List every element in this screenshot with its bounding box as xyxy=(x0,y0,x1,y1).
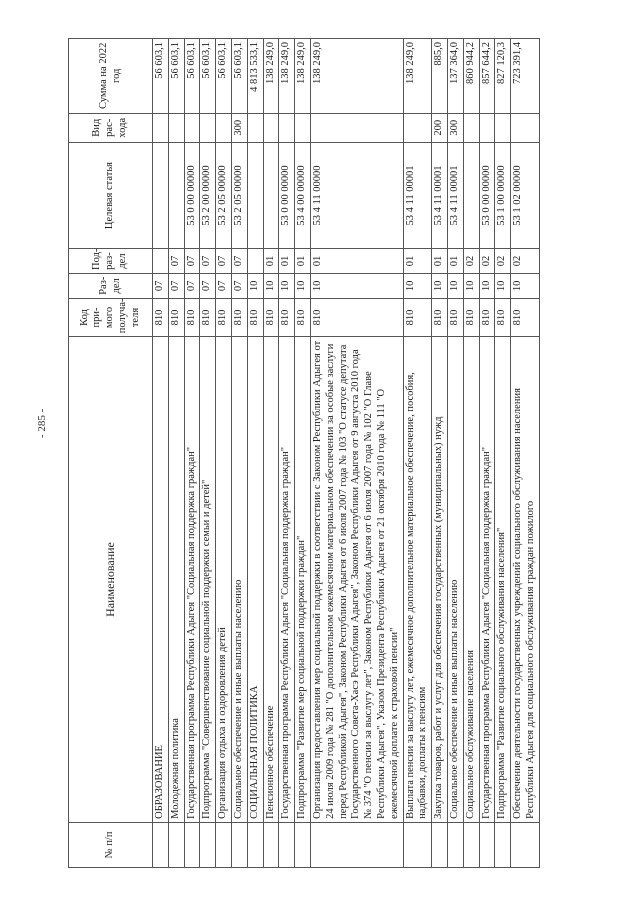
row-sum: 56 603,1 xyxy=(216,39,232,114)
row-code: 810 xyxy=(295,298,311,336)
row-name: Пенсионное обеспечение xyxy=(263,337,279,823)
row-sum: 138 249,0 xyxy=(279,39,295,114)
row-sum: 138 249,0 xyxy=(295,39,311,114)
rotated-page xyxy=(68,38,600,868)
row-podrazdel: 02 xyxy=(511,249,540,274)
row-sum: 827 120,3 xyxy=(495,39,511,114)
row-vr xyxy=(310,113,403,142)
row-vr: 300 xyxy=(447,113,463,142)
row-podrazdel: 07 xyxy=(184,249,200,274)
row-cs xyxy=(168,142,184,248)
row-sum: 4 813 533,1 xyxy=(247,39,263,114)
row-podrazdel: 07 xyxy=(200,249,216,274)
row-podrazdel: 01 xyxy=(279,249,295,274)
row-podrazdel: 01 xyxy=(403,249,432,274)
row-razdel: 07 xyxy=(231,273,247,298)
row-name: Закупка товаров, работ и услуг для обеспечения государственных (муниципальных) нужд xyxy=(432,337,448,823)
table-row xyxy=(511,39,540,868)
row-code: 810 xyxy=(247,298,263,336)
row-vr xyxy=(479,113,495,142)
table-body xyxy=(153,39,540,868)
row-podrazdel: 02 xyxy=(495,249,511,274)
table-header-row xyxy=(69,39,153,868)
row-code: 810 xyxy=(447,298,463,336)
row-vr xyxy=(216,113,232,142)
row-name: Подпрограмма "Развитие социального обслуживания населения" xyxy=(495,337,511,823)
row-vr xyxy=(511,113,540,142)
row-cs: 53 2 00 00000 xyxy=(200,142,216,248)
row-num xyxy=(495,822,511,867)
row-podrazdel: 07 xyxy=(216,249,232,274)
row-code: 810 xyxy=(403,298,432,336)
row-code: 810 xyxy=(231,298,247,336)
row-name: Организация отдыха и оздоровления детей xyxy=(216,337,232,823)
table-row xyxy=(403,39,432,868)
table-row xyxy=(463,39,479,868)
row-cs: 53 1 00 00000 xyxy=(495,142,511,248)
row-name: Государственная программа Республики Адыгея "Социальная поддержка граждан" xyxy=(279,337,295,823)
header-num: № п/п xyxy=(69,822,153,867)
row-vr: 300 xyxy=(231,113,247,142)
header-razdel: Раз-дел xyxy=(69,273,153,298)
row-num xyxy=(432,822,448,867)
row-vr xyxy=(279,113,295,142)
row-vr xyxy=(263,113,279,142)
row-code: 810 xyxy=(479,298,495,336)
table-row xyxy=(263,39,279,868)
row-num xyxy=(447,822,463,867)
header-code: Код при-мого получа-теля xyxy=(69,298,153,336)
row-razdel: 07 xyxy=(200,273,216,298)
table-row xyxy=(168,39,184,868)
header-cs: Целевая статья xyxy=(69,142,153,248)
row-sum: 138 249,0 xyxy=(263,39,279,114)
row-podrazdel xyxy=(247,249,263,274)
page-number: - 285 - xyxy=(36,408,48,438)
row-name: Социальное обеспечение и иные выплаты населению xyxy=(447,337,463,823)
row-razdel: 10 xyxy=(310,273,403,298)
row-code: 810 xyxy=(495,298,511,336)
row-num xyxy=(403,822,432,867)
row-razdel: 10 xyxy=(495,273,511,298)
row-cs xyxy=(263,142,279,248)
row-num xyxy=(463,822,479,867)
row-cs: 53 2 05 00000 xyxy=(216,142,232,248)
row-razdel: 10 xyxy=(447,273,463,298)
row-code: 810 xyxy=(168,298,184,336)
row-name: Подпрограмма "Совершенствование социальной поддержки семьи и детей" xyxy=(200,337,216,823)
row-name: Обеспечение деятельности государственных учреждений социального обслуживания населения Республики Адыгея для социального обслуживания граждан пожилого xyxy=(511,337,540,823)
row-num xyxy=(200,822,216,867)
row-num xyxy=(263,822,279,867)
row-razdel: 07 xyxy=(168,273,184,298)
row-name: Подпрограмма "Развитие мер социальной поддержки граждан" xyxy=(295,337,311,823)
row-sum: 723 391,4 xyxy=(511,39,540,114)
row-cs: 53 0 00 00000 xyxy=(184,142,200,248)
table-row xyxy=(184,39,200,868)
row-podrazdel: 01 xyxy=(263,249,279,274)
table-row xyxy=(432,39,448,868)
row-vr xyxy=(153,113,169,142)
row-razdel: 10 xyxy=(463,273,479,298)
row-code: 810 xyxy=(216,298,232,336)
row-cs: 53 2 05 00000 xyxy=(231,142,247,248)
header-name: Наименование xyxy=(69,337,153,823)
row-vr xyxy=(168,113,184,142)
row-num xyxy=(216,822,232,867)
row-sum: 138 249,0 xyxy=(403,39,432,114)
table-row xyxy=(216,39,232,868)
row-cs: 53 4 11 00001 xyxy=(447,142,463,248)
row-name: Государственная программа Республики Адыгея "Социальная поддержка граждан" xyxy=(479,337,495,823)
table-row xyxy=(447,39,463,868)
row-razdel: 10 xyxy=(403,273,432,298)
row-cs xyxy=(153,142,169,248)
row-sum: 137 364,0 xyxy=(447,39,463,114)
row-vr xyxy=(295,113,311,142)
table-row xyxy=(247,39,263,868)
row-vr xyxy=(495,113,511,142)
table-row xyxy=(479,39,495,868)
row-num xyxy=(479,822,495,867)
row-cs: 53 4 11 00001 xyxy=(432,142,448,248)
row-podrazdel: 02 xyxy=(479,249,495,274)
header-sum: Сумма на 2022 год xyxy=(69,39,153,114)
row-cs xyxy=(463,142,479,248)
row-sum: 56 603,1 xyxy=(231,39,247,114)
row-razdel: 10 xyxy=(263,273,279,298)
row-code: 810 xyxy=(184,298,200,336)
row-sum: 56 603,1 xyxy=(184,39,200,114)
row-razdel: 10 xyxy=(295,273,311,298)
row-cs: 53 1 02 00000 xyxy=(511,142,540,248)
row-cs: 53 4 11 00001 xyxy=(403,142,432,248)
row-podrazdel: 07 xyxy=(231,249,247,274)
row-name: Организация предоставления мер социальной поддержки в соответствии с Законом Республики Адыгея от 24 июля 2009 года № 281 "О дополнительном ежемесячном материальном обеспечении за особые заслуги перед Республикой Адыгея", Законом Республики Адыгея от 6 июля 2007 года № 103 "О статусе депутата Государственного Совета-Хасэ Республики Адыгея", Законом Республики Адыгея от 9 августа 2010 года № 374 "О пенсии за выслугу лет", Законом Республики Адыгея от 6 июля 2007 года № 102 "О Главе Республики Адыгея", Указом Президента Республики Адыгея от 21 октября 2010 года № 111 "О ежемесячной доплате к страховой пенсии" xyxy=(310,337,403,823)
row-razdel: 07 xyxy=(153,273,169,298)
row-name: Выплата пенсии за выслугу лет, ежемесячное дополнительное материальное обеспечение, пособия, надбавки, доплаты к пенсиям xyxy=(403,337,432,823)
row-podrazdel: 01 xyxy=(310,249,403,274)
row-vr: 200 xyxy=(432,113,448,142)
row-sum: 860 944,2 xyxy=(463,39,479,114)
row-name: СОЦИАЛЬНАЯ ПОЛИТИКА xyxy=(247,337,263,823)
header-podrazdel: Под-раз-дел xyxy=(69,249,153,274)
table-row xyxy=(200,39,216,868)
row-razdel: 10 xyxy=(432,273,448,298)
row-sum: 138 249,0 xyxy=(310,39,403,114)
row-sum: 56 603,1 xyxy=(153,39,169,114)
row-cs: 53 0 00 00000 xyxy=(479,142,495,248)
row-code: 810 xyxy=(432,298,448,336)
row-sum: 56 603,1 xyxy=(168,39,184,114)
row-code: 810 xyxy=(463,298,479,336)
table-row xyxy=(310,39,403,868)
row-vr xyxy=(184,113,200,142)
row-cs xyxy=(247,142,263,248)
row-code: 810 xyxy=(310,298,403,336)
row-name: Социальное обслуживание населения xyxy=(463,337,479,823)
row-podrazdel xyxy=(153,249,169,274)
table-row xyxy=(495,39,511,868)
row-num xyxy=(295,822,311,867)
row-sum: 56 603,1 xyxy=(200,39,216,114)
row-razdel: 10 xyxy=(247,273,263,298)
row-num xyxy=(168,822,184,867)
row-num xyxy=(279,822,295,867)
row-cs: 53 4 00 00000 xyxy=(295,142,311,248)
row-cs: 53 4 11 00000 xyxy=(310,142,403,248)
budget-table xyxy=(68,38,540,868)
row-vr xyxy=(463,113,479,142)
row-vr xyxy=(403,113,432,142)
row-code: 810 xyxy=(279,298,295,336)
row-num xyxy=(310,822,403,867)
table-row xyxy=(231,39,247,868)
row-podrazdel: 01 xyxy=(295,249,311,274)
row-podrazdel: 07 xyxy=(168,249,184,274)
row-name: Молодежная политика xyxy=(168,337,184,823)
row-sum: 885,0 xyxy=(432,39,448,114)
row-num xyxy=(247,822,263,867)
row-sum: 857 644,2 xyxy=(479,39,495,114)
row-num xyxy=(231,822,247,867)
row-name: ОБРАЗОВАНИЕ xyxy=(153,337,169,823)
row-num xyxy=(153,822,169,867)
table-row xyxy=(153,39,169,868)
row-razdel: 10 xyxy=(511,273,540,298)
row-code: 810 xyxy=(263,298,279,336)
row-podrazdel: 02 xyxy=(463,249,479,274)
row-razdel: 10 xyxy=(479,273,495,298)
row-podrazdel: 01 xyxy=(447,249,463,274)
row-name: Социальное обеспечение и иные выплаты населению xyxy=(231,337,247,823)
row-vr xyxy=(247,113,263,142)
row-razdel: 07 xyxy=(184,273,200,298)
header-vr: Вид рас-хода xyxy=(69,113,153,142)
row-num xyxy=(184,822,200,867)
row-code: 810 xyxy=(200,298,216,336)
row-cs: 53 0 00 00000 xyxy=(279,142,295,248)
row-razdel: 07 xyxy=(216,273,232,298)
table-row xyxy=(279,39,295,868)
row-num xyxy=(511,822,540,867)
row-code: 810 xyxy=(153,298,169,336)
row-vr xyxy=(200,113,216,142)
table-row xyxy=(295,39,311,868)
row-razdel: 10 xyxy=(279,273,295,298)
row-podrazdel: 01 xyxy=(432,249,448,274)
row-name: Государственная программа Республики Адыгея "Социальная поддержка граждан" xyxy=(184,337,200,823)
row-code: 810 xyxy=(511,298,540,336)
